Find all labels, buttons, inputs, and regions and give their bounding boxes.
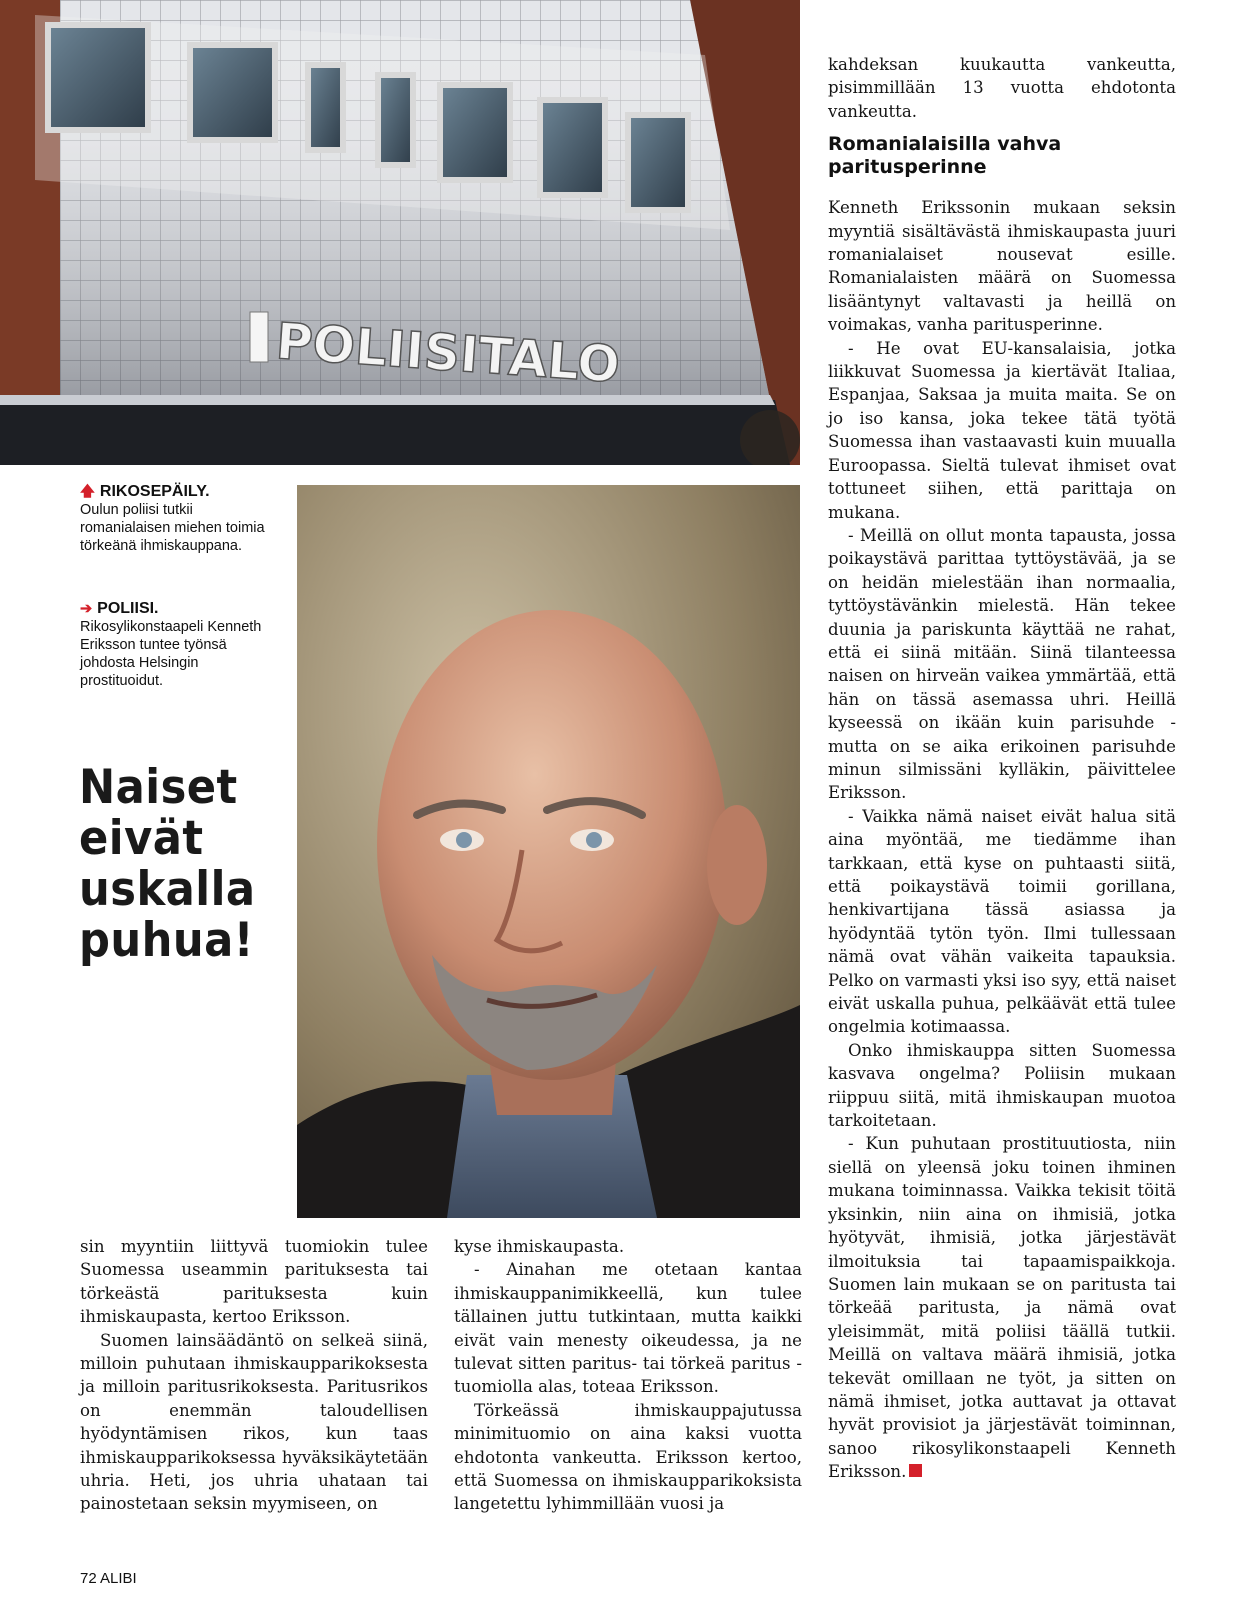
paragraph-final xyxy=(828,1132,1176,1483)
portrait-illustration xyxy=(297,485,800,1218)
article-column-bottom-left xyxy=(80,1235,428,1516)
paragraph: kahdeksan kuukautta vankeutta, pisimmillään 13 vuotta ehdotonta vankeutta. xyxy=(828,55,1176,121)
caption-text: Rikosylikonstaapeli Kenneth Eriksson tuntee työnsä johdosta Helsingin prostituoidut. xyxy=(80,619,262,689)
paragraph: kyse ihmiskaupasta. xyxy=(454,1237,625,1256)
article-column-right xyxy=(828,53,1176,1484)
police-building-photo xyxy=(0,0,800,465)
caption-lead: POLIISI. xyxy=(97,600,159,617)
headline-line: eivät xyxy=(79,811,204,866)
paragraph: Suomen lainsäädäntö on selkeä siinä, milloin puhutaan ihmiskaupparikoksesta ja milloin paritusrikoksesta. Paritusrikos on enemmän taloudellisen hyödyntämisen rikos, kun taas ihmiskaupparikoksessa hyväksikäytetään uhria. Heti, jos uhria uhataan tai painostetaan seksin myymiseen, on xyxy=(80,1330,428,1514)
headline xyxy=(79,762,281,966)
caption-building xyxy=(80,483,280,555)
caption-text: Oulun poliisi tutkii romanialaisen miehen toimia törkeänä ihmiskauppana. xyxy=(80,502,265,554)
end-mark-icon xyxy=(909,1464,922,1477)
building-illustration xyxy=(0,0,800,465)
caption-portrait xyxy=(80,600,280,690)
paragraph: Onko ihmiskauppa sitten Suomessa kasvava ongelma? Poliisin mukaan riippuu siitä, mitä ihmiskaupan muotoa tarkoitetaan. xyxy=(828,1040,1176,1131)
arrow-up-icon: 🡅 xyxy=(80,484,95,500)
paragraph-text: - Kun puhutaan prostituutiosta, niin siellä on yleensä joku toinen ihminen mukana toiminnassa. Vaikka tekisit töitä yksinkin, niin aina on ihmisiä, jotka hyötyvät, ihmisiä, jotka järjestävät ilmoituksia tai tapaamispaikkoja. Suomen lain mukaan se on paritusta tai törkeää paritusta, ja nämä ovat yleisimmät, mitä poliisi täällä tutkii. Meillä on valtava määrä ihmisiä, jotka tekevät omillaan ne työt, ja sitten on nämä ihmiset, jotka auttavat ja ottavat hyvät provisiot ja järjestävät toiminnan, sanoo rikosylikonstaapeli Kenneth Eriksson. xyxy=(828,1134,1176,1482)
paragraph: - Meillä on ollut monta tapausta, jossa poikaystävä parittaa tyttöystävää, ja se on heidän mielestään ihan normaalia, tyttöystävänkin mielestä. Hän tekee duunia ja pariskunta käyttää ne rahat, että ei siinä mitään. Siinä tilanteessa naisen on hirveän vaikea ymmärtää, että hän on tässä asemassa uhri. Heillä kyseessä on ikään kuin parisuhde - mutta on se aika erikoinen parisuhde minun silmissäni kylläkin, päivittelee Eriksson. xyxy=(828,525,1176,803)
building-sign-text: POLIISITALO xyxy=(274,312,622,394)
paragraph: Törkeässä ihmiskauppajutussa minimituomio on aina kaksi vuotta ehdotonta vankeutta. Eriksson kertoo, että Suomessa on ihmiskaupparikoksista langetettu lyhimmillään vuosi ja xyxy=(454,1400,802,1514)
article-column-bottom-middle xyxy=(454,1235,802,1516)
arrow-right-icon: ➔ xyxy=(80,601,93,617)
paragraph: - He ovat EU-kansalaisia, jotka liikkuvat Suomessa ja kiertävät Italiaa, Espanjaa, Saksaa ja muita maita. Se on jo iso kansa, joka tekee tätä työtä Suomessa ihan vastaavasti kuin muualla Euroopassa. Sieltä tulevat ihmiset ovat tottuneet siihen, että parittaja on mukana. xyxy=(828,338,1176,522)
page-folio: 72 ALIBI xyxy=(80,1570,137,1587)
headline-line: puhua! xyxy=(79,913,254,968)
paragraph: - Ainahan me otetaan kantaa ihmiskauppanimikkeellä, kun tulee tällainen juttu tutkintaan, mutta kaikki eivät vain menesty oikeudessa, ja ne tulevat sitten paritus- tai törkeä paritus -tuomiolla alas, toteaa Eriksson. xyxy=(454,1260,802,1397)
paragraph: Kenneth Erikssonin mukaan seksin myyntiä sisältävästä ihmiskaupasta juuri romanialaiset nousevat esille. Romanialaisten määrä on Suomessa lisääntynyt valtavasti ja heillä on voimakas, vanha paritusperinne. xyxy=(828,198,1176,335)
caption-lead: RIKOSEPÄILY. xyxy=(99,483,210,500)
paragraph: sin myyntiin liittyvä tuomiokin tulee Suomessa useammin parituksesta tai törkeästä parituksesta kuin ihmiskaupasta, kertoo Eriksson. xyxy=(80,1237,428,1327)
headline-line: uskalla xyxy=(79,862,256,917)
portrait-photo xyxy=(297,485,800,1218)
subheading: Romanialaisilla vahva paritusperinne xyxy=(828,133,1062,179)
paragraph: - Vaikka nämä naiset eivät halua sitä aina myöntää, me tiedämme ihan tarkkaan, että kyse on puhtaasti siitä, että poikaystävä toimii gorillana, henkivartijana tässä asiassa ja hyödyntää tytön työn. Ilmi tullessaan nämä ovat vähän vaikeita tapauksia. Pelko on varmasti yksi iso syy, että naiset eivät uskalla puhua, pelkäävät että tulee ongelmia kotimaassa. xyxy=(828,806,1176,1037)
headline-line: Naiset xyxy=(79,760,238,815)
